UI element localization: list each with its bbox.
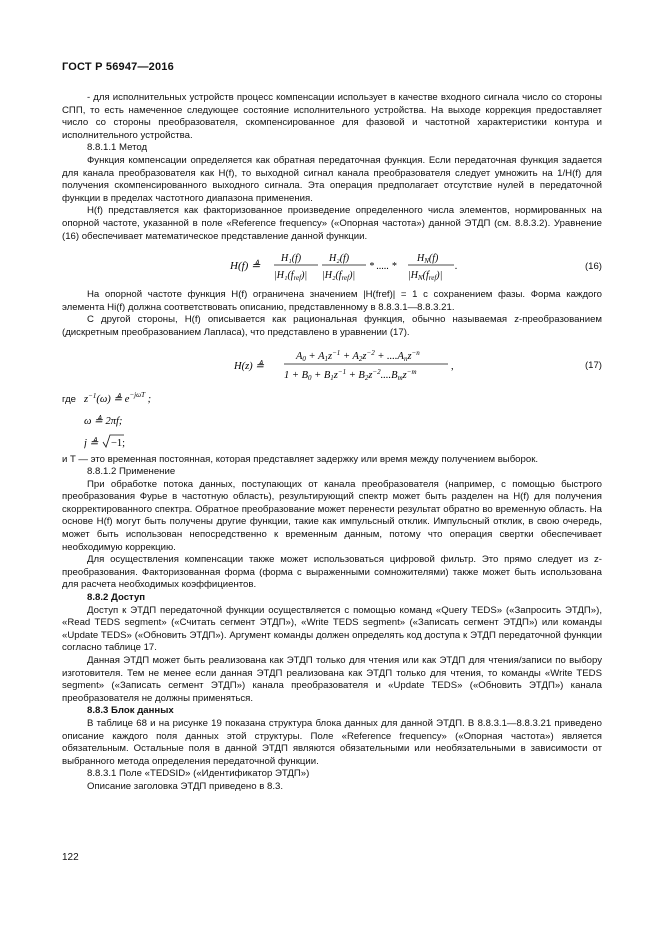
paragraph: и T — это временная постоянная, которая представляет задержку или время между получением выборок. — [62, 453, 539, 465]
where-block — [62, 390, 602, 454]
paragraph: На опорной частоте функция H(f) ограничена значением |H(fref)| = 1 с сохранением фазы. Форма каждого элемента Hi(f) должна соответствовать описанию, представленному в 8.8.3.1—8.8.3.21. — [62, 289, 602, 313]
paragraph: При обработке потока данных, поступающих от канала преобразователя (например, с помощью быстрого преобразования Фурье в частотную область), результирующий спектр может быть разделен на H(f) для получения скорректированного спектра. Обратное преобразование может перенести результат обратно во временную область. На основе H(f) могут быть получены другие функции, такие как импульсный отклик. Импульсный отклик, в свою очередь, может быть использован непосредственно к временным данным, потому что операция свертки обеспечивает необходимую коррекцию. — [62, 478, 602, 553]
svg-text:A0 + A1z−1 + A2z−2 + ....Anz−n: $A0 + A1z^{-1} + A2z^{-2} + ....Anz^{-n}$ — [296, 348, 420, 363]
page-number: 122 — [62, 852, 79, 863]
section-heading: 8.8.1.1 Метод — [87, 142, 148, 154]
paragraph: Данная ЭТДП может быть реализована как ЭТДП только для чтения или как ЭТДП для чтения/записи по выбору изготовителя. Тем не менее если данная ЭТДП реализована как ЭТДП только для чтения, то команды «Write TEDS segment» («Записать сегмент ЭТДП») канала преобразователя и «Update TEDS» («Обновить ЭТДП») канала преобразователя не должны применяться. — [62, 655, 602, 704]
section-heading: 8.8.3 Блок данных — [87, 705, 174, 717]
where-formula-j — [84, 431, 204, 451]
paragraph: H(f) представляется как факторизованное произведение определенного числа элементов, нормированных на опорной частоте, указанной в поле «Reference frequency» («Опорная частота») данной ЭТДП (см. 8.8.3.2). Уравнение (16) обеспечивает математическое представление данной функции. — [62, 205, 602, 242]
where-formula-z — [84, 387, 204, 407]
paragraph: Доступ к ЭТДП передаточной функции осуществляется с помощью команд «Query TEDS» («Запросить ЭТДП»), «Read TEDS segment» («Считать сегмент ЭТДП»), «Write TEDS segment» («Записать сегмент ЭТДП») или команды «Update TEDS» («Обновить ЭТДП»). Аргумент команды должен определять код доступа к ЭТДП передаточной функции согласно таблице 17. — [62, 604, 602, 654]
svg-text:H(f) ≜: H(f) ≜ — [230, 260, 261, 273]
svg-text:.: . — [455, 261, 458, 273]
paragraph: С другой стороны, H(f) описывается как рациональная функция, обычно называемая z-преобразованием (дискретным преобразованием Лапласа), что представлено в уравнении (17). — [62, 314, 602, 338]
svg-text:H₁(f): H₁(f) — [281, 253, 302, 265]
where-label: где — [62, 393, 77, 405]
svg-text:|HN(fref)|: $|H_N(f_{ref})|$ — [408, 270, 443, 283]
equation-number: (16) — [584, 261, 602, 273]
section-heading: 8.8.1.2 Применение — [87, 466, 176, 478]
svg-text:ω ≜ 2πf;: ω ≜ 2πf; — [84, 415, 123, 427]
equation-number: (17) — [584, 359, 602, 371]
svg-text:,: , — [451, 360, 454, 372]
page-content — [62, 92, 602, 794]
paragraph: Функция компенсации определяется как обратная передаточная функция. Если передаточная функция задается для канала преобразователя как H(f), то выходной сигнал канала преобразователя следует умножить на 1/H(f) для получения скомпенсированного выходного сигнала. Эта операция предполагает отсутствие нулей в передаточной функции в пределах частотного диапазона применения. — [62, 154, 602, 204]
svg-text:−1;: −1; — [111, 437, 126, 449]
svg-text:HN(f): $H_N(f)$ — [417, 253, 439, 266]
svg-text:H₂(f): H₂(f) — [329, 253, 350, 265]
svg-text:z−1(ω) ≜ e−jωT ;: $z^{-1}(\omega)$ ≜ $e^{-j\omega T}$ ; — [84, 390, 152, 405]
document-header: ГОСТ Р 56947—2016 — [62, 61, 174, 73]
svg-text:H(z) ≜: H(z) ≜ — [234, 360, 265, 372]
paragraph: Для осуществления компенсации также может использоваться цифровой фильтр. Это прямо следует из z-преобразования. Факторизованная форма (форма с выраженными сомножителями) также может быть использована для расчета необходимых коэффициентов. — [62, 554, 602, 591]
paragraph: Описание заголовка ЭТДП приведено в 8.3. — [87, 780, 283, 792]
svg-text:j ≜: j ≜ — [84, 437, 99, 449]
equation-16 — [62, 247, 602, 287]
paragraph: В таблице 68 и на рисунке 19 показана структура блока данных для данной ЭТДП. В 8.8.3.1—8.8.3.21 приведено описание каждого поля данных этой структуры. Поле «Reference frequency» («Опорная частота») является обязательным. Остальные поля в данной ЭТДП являются обязательными или необязательными в зависимости от выбранного метода определения передаточной функции. — [62, 717, 602, 767]
paragraph: - для исполнительных устройств процесс компенсации использует в качестве входного сигнала число со стороны СПП, то есть намеченное следующее состояние исполнительного устройства. На выходе коррекция предоставляет число со стороны преобразователя, скомпенсированное для фазовой и частотной характеристики контура и исполнительного устройства. — [62, 92, 602, 141]
svg-text:|H₂(fref)|: $|H_2(f_{ref})|$ — [322, 270, 356, 283]
section-heading: 8.8.3.1 Поле «TEDSID» («Идентификатор ЭТДП») — [87, 768, 310, 780]
svg-text:* ..... *: * ..... * — [369, 261, 397, 273]
equation-16-formula — [62, 247, 602, 287]
where-row — [62, 438, 602, 454]
svg-text:1 + B0 + B1z−1 + B2z−2....Bmz−: $1 + B0 + B1z^{-1} + B2z^{-2}....Bmz^{-m}$ — [284, 367, 417, 382]
svg-text:|H₁(fref)|: $|H_1(f_{ref})|$ — [274, 270, 308, 283]
equation-17 — [62, 344, 602, 388]
where-formula-omega — [84, 409, 204, 429]
section-heading: 8.8.2 Доступ — [87, 592, 146, 604]
equation-17-formula — [62, 344, 602, 388]
